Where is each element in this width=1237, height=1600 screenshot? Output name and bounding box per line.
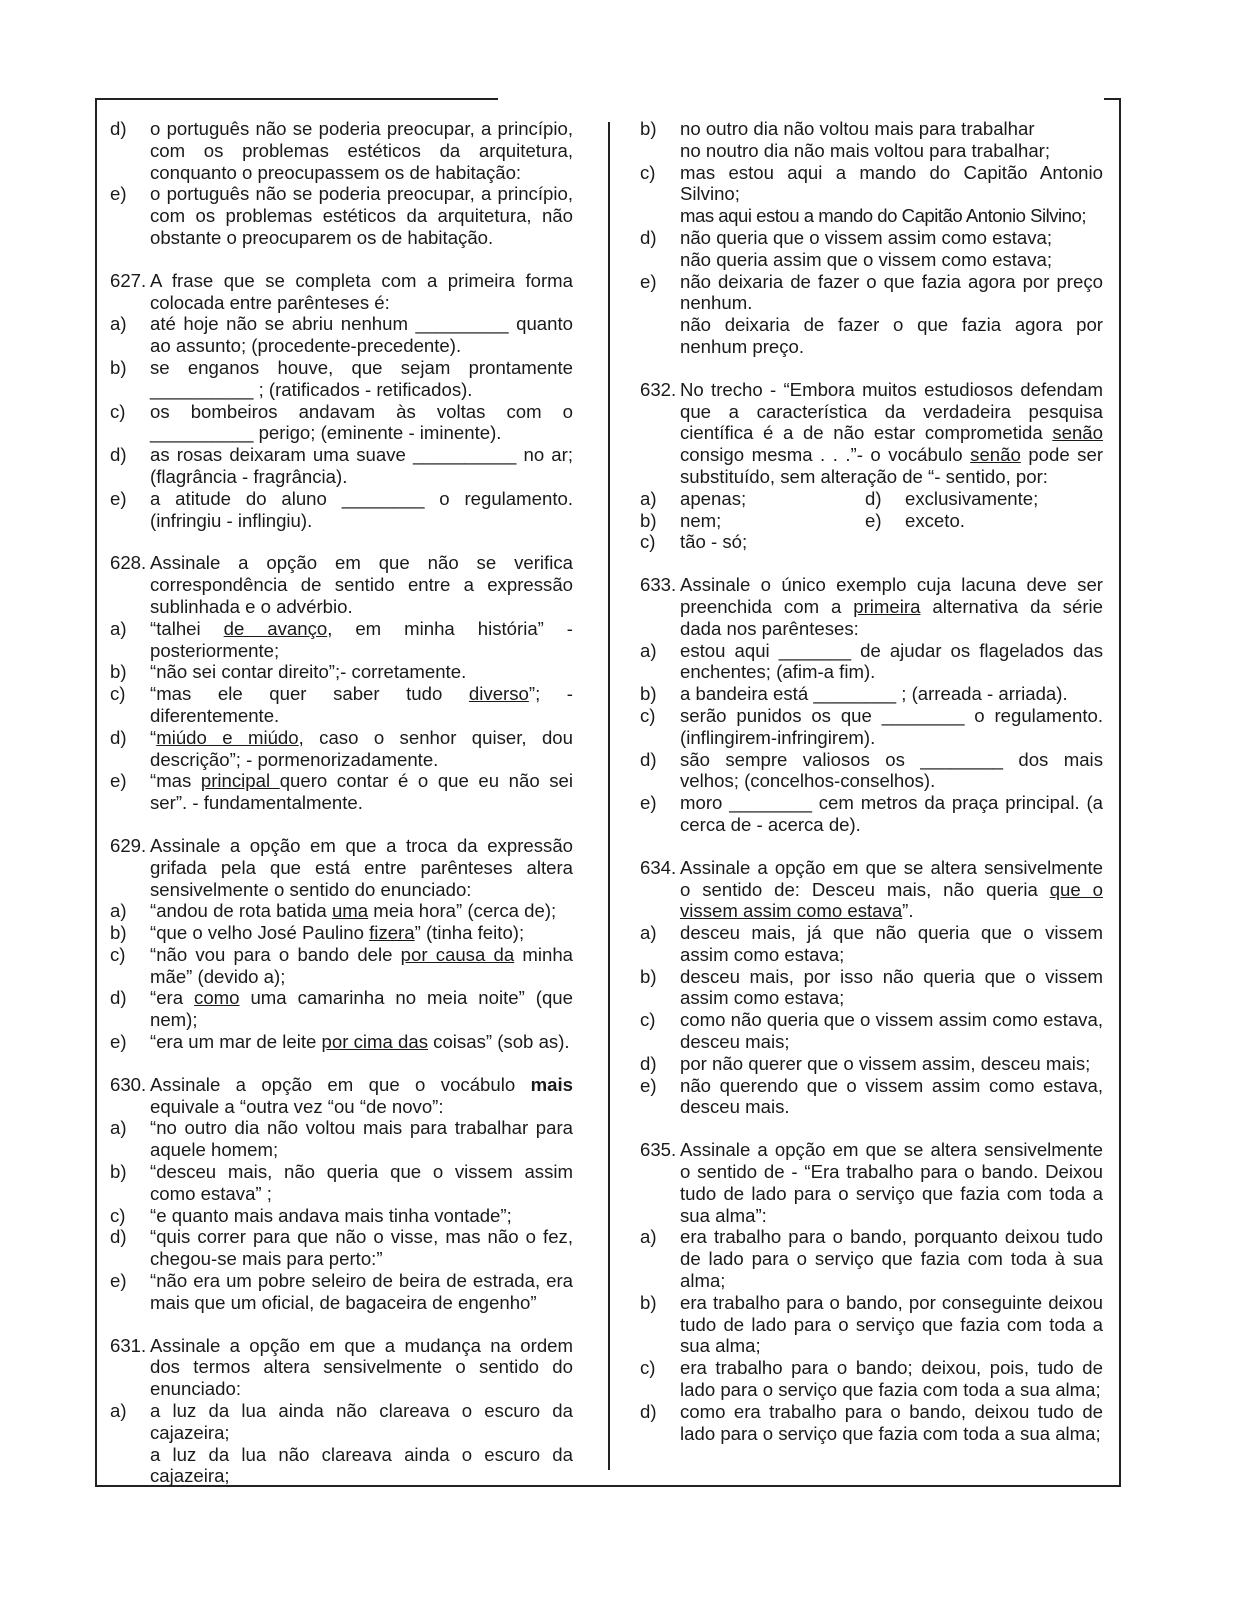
option-627-c — [110, 401, 573, 445]
text-run: ” (tinha feito); — [414, 922, 525, 944]
underlined-expression: de avanço — [223, 617, 328, 639]
text-run: Assinale o único exemplo cuja lacuna deve ser preenchida com a — [680, 574, 1103, 617]
underlined-expression: que o vissem assim como estava — [680, 878, 1103, 922]
question-number: 631. — [110, 1334, 147, 1356]
option-text: “quis correr para que não o visse, mas não o fez, chegou-se mais para perto:” — [150, 1226, 573, 1270]
text-run: Assinale a opção em que se altera sensivelmente o sentido de: Desceu mais, não queria — [680, 856, 1103, 900]
option-label: c) — [110, 1204, 126, 1226]
column-divider — [608, 122, 610, 1470]
option-627-b — [110, 357, 573, 401]
text-run: No trecho - “Embora muitos estudiosos defendam que a característica da verdadeira pesquisa científica é a de não estar comprometida — [680, 378, 1103, 444]
text-run: minha mãe” (devido a); — [150, 943, 574, 987]
option-629-e — [110, 1031, 573, 1053]
text-run: uma camarinha no meia noite” (que nem); — [150, 987, 573, 1031]
text-run: pode ser substituído, sem alteração de “- sentido, por: — [680, 444, 1104, 487]
text-run: “ — [150, 726, 157, 748]
right-column — [640, 118, 1103, 1465]
question-631 — [110, 1335, 573, 1488]
option-633-a — [640, 640, 1103, 684]
underlined-expression: principal — [200, 770, 280, 792]
option-text: por não querer que o vissem assim, desceu mais; — [680, 1052, 1091, 1074]
option-631-d — [640, 227, 1103, 249]
option-633-b — [640, 683, 1103, 705]
option-text — [150, 922, 573, 944]
option-text: como não queria que o vissem assim como estava, desceu mais; — [680, 1009, 1103, 1053]
option-text-variant: não queria assim que o vissem como estava; — [680, 248, 1053, 270]
option-label: d) — [640, 1052, 657, 1074]
option-text: os bombeiros andavam às voltas com o __________ perigo; (eminente - iminente). — [150, 400, 573, 444]
option-label: e) — [865, 509, 882, 531]
option-label: d) — [865, 487, 882, 509]
option-631-c — [640, 162, 1103, 206]
option-text: apenas; — [680, 487, 747, 509]
frame-left-line — [95, 98, 97, 1486]
left-column — [110, 118, 573, 1508]
option-text — [150, 770, 573, 814]
question-628 — [110, 552, 573, 814]
underlined-expression: por causa da — [400, 943, 515, 965]
option-text — [150, 661, 573, 683]
question-635 — [640, 1139, 1103, 1444]
option-text: as rosas deixaram uma suave __________ no ar; (flagrância - fragrância). — [150, 444, 573, 487]
question-stem: Assinale a opção em que se altera sensivelmente o sentido de - “Era trabalho para o bando. Deixou tudo de lado para o serviço que fazia com toda a sua alma”: — [680, 1139, 1103, 1226]
option-text: mas estou aqui a mando do Capitão Antonio Silvino; — [680, 161, 1103, 205]
option-label: c) — [110, 683, 126, 705]
option-label: d) — [110, 726, 127, 748]
option-text: exceto. — [905, 509, 965, 531]
option-text: era trabalho para o bando; deixou, pois, tudo de lado para o serviço que fazia com toda a sua alma; — [680, 1357, 1103, 1401]
option-label: c) — [640, 704, 656, 726]
question-number: 628. — [110, 552, 147, 574]
option-632-b — [640, 510, 865, 532]
text-run: “mas ele quer saber tudo — [150, 683, 469, 705]
option-text: a bandeira está ________ ; (arreada - arriada). — [680, 683, 1068, 705]
option-text: serão punidos os que ________ o regulamento. (inflingirem-infringirem). — [680, 704, 1103, 748]
option-text: se enganos houve, que sejam prontamente __________ ; (ratificados - retificados). — [150, 356, 573, 400]
option-label: e) — [110, 183, 127, 205]
question-629 — [110, 835, 573, 1053]
option-630-a — [110, 1117, 573, 1161]
options-row — [640, 488, 1103, 510]
text-run: “era um mar de leite — [150, 1031, 322, 1053]
option-label: a) — [110, 313, 127, 335]
option-628-e — [110, 770, 573, 814]
option-label: b) — [640, 118, 657, 139]
option-text: o português não se poderia preocupar, a princípio, com os problemas estéticos da arquitetura, não obstante o preocuparem os de habitação. — [150, 183, 573, 248]
option-label: c) — [110, 400, 126, 422]
option-label: c) — [640, 531, 656, 553]
option-634-c — [640, 1009, 1103, 1053]
option-text: até hoje não se abriu nenhum _________ quanto ao assunto; (procedente-precedente). — [150, 313, 573, 357]
underlined-word: senão — [970, 444, 1021, 466]
option-635-b — [640, 1292, 1103, 1357]
option-630-e — [110, 1270, 573, 1314]
underlined-word: senão — [1052, 422, 1103, 444]
option-text: “não era um pobre seleiro de beira de estrada, era mais que um oficial, de bagaceira de engenho” — [150, 1270, 573, 1313]
option-label: a) — [640, 487, 657, 509]
option-text — [150, 944, 573, 988]
option-label: b) — [640, 509, 657, 531]
option-text: a atitude do aluno ________ o regulamento. (infringiu - inflingiu). — [150, 487, 573, 531]
option-text-variant: a luz da lua não clareava ainda o escuro da cajazeira; — [150, 1443, 573, 1487]
option-629-b — [110, 922, 573, 944]
option-630-c — [110, 1205, 573, 1227]
option-631-a — [110, 1400, 573, 1444]
option-633-d — [640, 749, 1103, 793]
underlined-expression: fizera — [369, 922, 415, 944]
option-label: c) — [110, 943, 126, 965]
option-628-c — [110, 683, 573, 727]
option-text: era trabalho para o bando, por conseguinte deixou tudo de lado para o serviço que fazia com toda a sua alma; — [680, 1291, 1103, 1357]
underlined-expression: diverso — [468, 683, 529, 705]
question-630 — [110, 1074, 573, 1314]
option-text — [150, 618, 573, 662]
option-text: o português não se poderia preocupar, a princípio, com os problemas estéticos da arquitetura, conquanto o preocupassem os de habitação: — [150, 118, 573, 183]
option-text: estou aqui _______ de ajudar os flagelados das enchentes; (afim-a fim). — [680, 639, 1103, 683]
options-row — [640, 510, 1103, 532]
question-number: 635. — [640, 1139, 677, 1161]
text-run: alternativa da série dada nos parênteses: — [680, 595, 1103, 639]
question-stem: Assinale a opção em que não se verifica correspondência de sentido entre a expressão sublinhada e o advérbio. — [150, 552, 573, 617]
underlined-expression: uma — [331, 900, 369, 922]
option-label: c) — [640, 1357, 656, 1379]
text-run: ”; - diferentemente. — [150, 683, 573, 726]
option-634-b — [640, 966, 1103, 1010]
question-number: 629. — [110, 834, 147, 856]
option-text: “e quanto mais andava mais tinha vontade”; — [150, 1204, 512, 1226]
text-run: , caso o senhor quiser, dou descrição”; - pormenorizadamente. — [150, 726, 573, 770]
option-630-d — [110, 1226, 573, 1270]
question-stem: A frase que se completa com a primeira forma colocada entre parênteses é: — [150, 269, 573, 313]
question-stem — [150, 1074, 573, 1118]
option-635-d — [640, 1401, 1103, 1445]
question-634 — [640, 857, 1103, 1119]
option-label: b) — [640, 965, 657, 987]
option-631-b — [640, 118, 1103, 140]
question-632 — [640, 379, 1103, 553]
question-627 — [110, 270, 573, 532]
option-label: a) — [110, 900, 127, 922]
option-632-d — [865, 488, 1090, 510]
question-number: 632. — [640, 378, 677, 400]
option-632-e — [865, 510, 1090, 532]
option-629-c — [110, 944, 573, 988]
question-number: 633. — [640, 574, 677, 596]
text-run: “andou de rota batida — [150, 900, 332, 922]
option-627-e — [110, 488, 573, 532]
frame-top-left-line — [95, 98, 498, 100]
option-label: a) — [640, 922, 657, 944]
text-run: “era — [150, 987, 195, 1009]
option-label: d) — [640, 1400, 657, 1422]
option-label: e) — [640, 792, 657, 814]
option-630-b — [110, 1161, 573, 1205]
option-629-d — [110, 987, 573, 1031]
option-text: nem; — [680, 509, 722, 531]
option-text: desceu mais, já que não queria que o vissem assim como estava; — [680, 922, 1103, 965]
option-label: a) — [110, 617, 127, 639]
option-text: não querendo que o vissem assim como estava, desceu mais. — [680, 1074, 1103, 1118]
option-631-e — [640, 271, 1103, 315]
option-text: não deixaria de fazer o que fazia agora por preço nenhum. — [680, 270, 1103, 314]
option-text — [150, 900, 573, 922]
question-number: 627. — [110, 269, 147, 291]
text-run: “que o velho José Paulino — [150, 922, 370, 944]
option-628-d — [110, 727, 573, 771]
question-stem — [680, 857, 1103, 922]
option-text: moro ________ cem metros da praça principal. (a cerca de - acerca de). — [680, 792, 1103, 835]
text-run: , em minha história” - posteriormente; — [150, 617, 574, 661]
option-text: como era trabalho para o bando, deixou tudo de lado para o serviço que fazia com toda a sua alma; — [680, 1400, 1103, 1444]
underlined-expression: como — [194, 987, 240, 1009]
option-label: e) — [110, 1031, 127, 1053]
option-634-a — [640, 922, 1103, 966]
option-label: b) — [110, 922, 127, 944]
question-633 — [640, 574, 1103, 836]
question-stem — [680, 379, 1103, 488]
option-text — [150, 727, 573, 771]
option-627-d — [110, 444, 573, 488]
option-text — [150, 1031, 573, 1053]
option-label: e) — [110, 1270, 127, 1292]
option-627-a — [110, 313, 573, 357]
option-label: e) — [640, 1074, 657, 1096]
option-635-c — [640, 1357, 1103, 1401]
text-run: consigo mesma . . .”- o vocábulo — [680, 444, 971, 466]
option-632-a — [640, 488, 865, 510]
option-label: d) — [640, 226, 657, 248]
option-text: “no outro dia não voltou mais para trabalhar para aquele homem; — [150, 1117, 573, 1161]
option-text: “desceu mais, não queria que o vissem assim como estava” ; — [150, 1161, 573, 1204]
option-label: c) — [640, 1009, 656, 1031]
option-text: era trabalho para o bando, porquanto deixou tudo de lado para o serviço que fazia com toda à sua alma; — [680, 1226, 1103, 1292]
option-label: a) — [640, 639, 657, 661]
option-633-e — [640, 792, 1103, 836]
option-text-variant: mas aqui estou a mando do Capitão Antonio Silvino; — [680, 205, 1087, 227]
option-label: c) — [640, 161, 656, 183]
option-label: d) — [110, 118, 127, 139]
option-626-e — [110, 183, 573, 248]
option-label: b) — [640, 683, 657, 705]
question-number: 634. — [640, 856, 677, 878]
option-text: exclusivamente; — [905, 487, 1039, 509]
text-run: meia hora” (cerca de); — [368, 900, 557, 922]
option-628-a — [110, 618, 573, 662]
text-run: coisas” (sob as). — [428, 1031, 570, 1053]
frame-right-line — [1119, 98, 1121, 1486]
option-label: b) — [110, 356, 127, 378]
bold-word: mais — [530, 1073, 573, 1095]
option-label: b) — [110, 661, 127, 683]
option-label: a) — [640, 1226, 657, 1248]
text-run: “não vou para o bando dele — [150, 943, 401, 965]
option-629-a — [110, 900, 573, 922]
option-633-c — [640, 705, 1103, 749]
option-label: e) — [110, 770, 127, 792]
underlined-expression: por cima das — [321, 1031, 428, 1053]
text-run: “mas — [150, 770, 201, 792]
option-label: e) — [110, 487, 127, 509]
question-stem: Assinale a opção em que a troca da expressão grifada pela que está entre parênteses altera sensivelmente o sentido do enunciado: — [150, 834, 573, 900]
option-label: d) — [640, 748, 657, 770]
question-631-tail — [640, 118, 1103, 358]
option-text: desceu mais, por isso não queria que o vissem assim como estava; — [680, 965, 1103, 1009]
option-label: a) — [110, 1117, 127, 1139]
text-run: ”. — [902, 900, 914, 922]
underlined-word: primeira — [853, 595, 921, 617]
text-run: equivale a “outra vez “ou “de novo”: — [150, 1095, 444, 1117]
option-632-c — [640, 531, 1103, 553]
option-label: a) — [110, 1400, 127, 1422]
option-label: e) — [640, 270, 657, 292]
text-run: Assinale a opção em que o vocábulo — [150, 1073, 531, 1095]
option-626-d — [110, 118, 573, 183]
text-run: “talhei — [150, 617, 224, 639]
option-label: d) — [110, 987, 127, 1009]
option-label: b) — [640, 1291, 657, 1313]
option-text: no outro dia não voltou mais para trabalhar — [680, 118, 1035, 139]
option-628-b — [110, 661, 573, 683]
option-text — [150, 987, 573, 1031]
option-634-e — [640, 1075, 1103, 1119]
option-text: a luz da lua ainda não clareava o escuro da cajazeira; — [150, 1400, 573, 1443]
question-stem: Assinale a opção em que a mudança na ordem dos termos altera sensivelmente o sentido do enunciado: — [150, 1334, 573, 1400]
option-634-d — [640, 1053, 1103, 1075]
question-stem — [680, 574, 1103, 639]
option-text: tão - só; — [680, 531, 748, 553]
text-run: “não sei contar direito”;- corretamente. — [150, 661, 467, 683]
option-text-variant: no noutro dia não mais voltou para trabalhar; — [680, 139, 1051, 161]
option-text: são sempre valiosos os ________ dos mais velhos; (concelhos-conselhos). — [680, 748, 1103, 792]
option-label: b) — [110, 1161, 127, 1183]
option-text: não queria que o vissem assim como estava; — [680, 226, 1053, 248]
question-626-tail — [110, 118, 573, 249]
question-number: 630. — [110, 1073, 147, 1095]
option-635-a — [640, 1226, 1103, 1291]
underlined-expression: miúdo e miúdo — [156, 726, 299, 748]
option-text — [150, 683, 573, 727]
option-text-variant: não deixaria de fazer o que fazia agora por nenhum preço. — [680, 314, 1103, 357]
option-label: d) — [110, 444, 127, 466]
text-run: quero contar é o que eu não sei ser”. - fundamentalmente. — [150, 770, 573, 814]
option-label: d) — [110, 1226, 127, 1248]
